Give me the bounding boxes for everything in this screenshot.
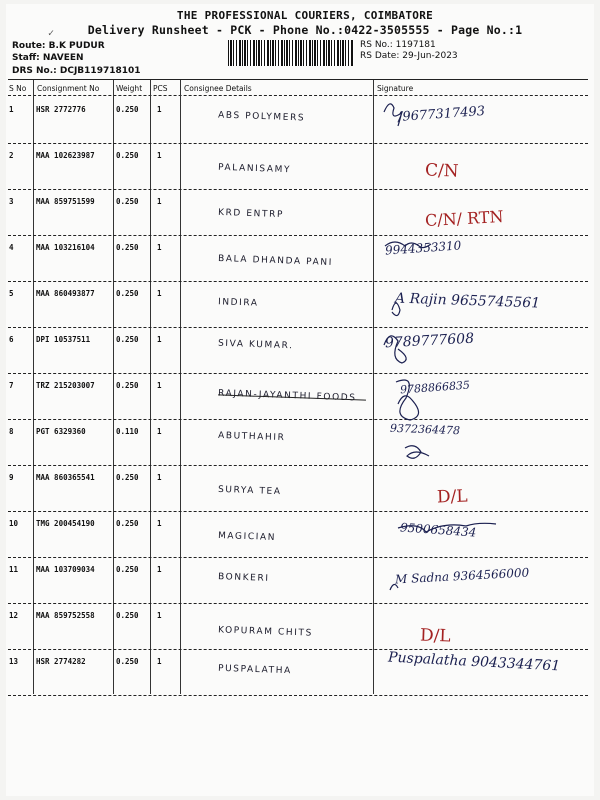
row-pcs: 1	[157, 105, 162, 114]
row-consignee: BONKERI	[217, 572, 270, 584]
row-consignment-no: TRZ 215203007	[36, 381, 95, 390]
row-pcs: 1	[157, 289, 162, 298]
row-consignee: KRD ENTRP	[217, 207, 285, 221]
row-separator	[8, 327, 588, 328]
row-separator	[8, 373, 588, 374]
row-weight: 0.250	[116, 289, 139, 298]
column-divider	[113, 80, 114, 694]
row-consignment-no: MAA 103216104	[36, 243, 95, 252]
row-consignee: PALANISAMY	[217, 162, 292, 176]
row-sno: 2	[9, 151, 14, 160]
row-consignee: BALA DHANDA PANI	[217, 253, 334, 269]
row-pcs: 1	[157, 335, 162, 344]
table-top-rule	[8, 79, 588, 80]
row-weight: 0.250	[116, 473, 139, 482]
row-consignment-no: DPI 10537511	[36, 335, 91, 344]
row-sno: 8	[9, 427, 14, 436]
staff-label: Staff: NAVEEN	[12, 53, 84, 63]
row-sno: 7	[9, 381, 14, 390]
row-separator	[8, 465, 588, 466]
row-weight: 0.110	[116, 427, 139, 436]
row-consignment-no: HSR 2772776	[36, 105, 86, 114]
table-header-rule	[8, 95, 588, 96]
row-separator	[8, 557, 588, 558]
col-pcs: PCS	[153, 84, 168, 93]
row-consignee: INDIRA	[217, 297, 259, 309]
row-separator	[8, 603, 588, 604]
row-consignment-no: MAA 860365541	[36, 473, 95, 482]
row-signature: D/L	[419, 625, 451, 647]
row-signature: C/N/ RTN	[424, 206, 504, 231]
column-divider	[373, 80, 374, 694]
row-weight: 0.250	[116, 243, 139, 252]
row-signature: D/L	[436, 486, 468, 508]
row-consignee: MAGICIAN	[217, 530, 277, 544]
col-consignment: Consignment No	[37, 84, 100, 93]
column-divider	[180, 80, 181, 694]
row-signature: Puspalatha 9043344761	[387, 649, 561, 675]
row-separator	[8, 695, 588, 696]
row-pcs: 1	[157, 151, 162, 160]
row-sno: 1	[9, 105, 14, 114]
row-sno: 13	[9, 657, 19, 666]
row-weight: 0.250	[116, 519, 139, 528]
row-signature: C/N	[424, 160, 459, 182]
row-consignee: ABUTHAHIR	[217, 430, 286, 444]
row-sno: 12	[9, 611, 19, 620]
row-pcs: 1	[157, 381, 162, 390]
row-weight: 0.250	[116, 151, 139, 160]
row-pcs: 1	[157, 657, 162, 666]
row-sno: 4	[9, 243, 14, 252]
barcode	[228, 40, 354, 66]
row-consignment-no: PGT 6329360	[36, 427, 86, 436]
row-signature: 9788866835	[399, 378, 471, 397]
col-weight: Weight	[116, 84, 143, 93]
rs-date: RS Date: 29-Jun-2023	[360, 51, 458, 61]
row-sno: 10	[9, 519, 19, 528]
row-consignee: PUSPALATHA	[217, 663, 292, 677]
row-pcs: 1	[157, 473, 162, 482]
row-sno: 3	[9, 197, 14, 206]
row-signature: 9944353310	[384, 238, 462, 258]
row-weight: 0.250	[116, 381, 139, 390]
row-pcs: 1	[157, 243, 162, 252]
col-signature: Signature	[377, 84, 414, 93]
row-weight: 0.250	[116, 657, 139, 666]
row-separator	[8, 235, 588, 236]
column-divider	[33, 80, 34, 694]
row-pcs: 1	[157, 197, 162, 206]
row-pcs: 1	[157, 519, 162, 528]
route-label: Route: B.K PUDUR	[12, 41, 105, 51]
row-consignment-no: MAA 859752558	[36, 611, 95, 620]
row-consignment-no: MAA 102623987	[36, 151, 95, 160]
row-consignment-no: MAA 103709034	[36, 565, 95, 574]
row-consignment-no: MAA 859751599	[36, 197, 95, 206]
row-sno: 11	[9, 565, 19, 574]
row-consignee: KOPURAM CHITS	[217, 625, 314, 639]
row-consignee: SIVA KUMAR.	[217, 338, 294, 352]
column-divider	[150, 80, 151, 694]
row-consignee: SURYA TEA	[217, 484, 282, 498]
row-signature: 9500658434	[399, 520, 477, 540]
row-separator	[8, 419, 588, 420]
col-consignee: Consignee Details	[184, 84, 252, 93]
row-pcs: 1	[157, 611, 162, 620]
row-consignment-no: MAA 860493877	[36, 289, 95, 298]
row-signature: M Sadna 9364566000	[394, 565, 530, 587]
row-separator	[8, 189, 588, 190]
row-weight: 0.250	[116, 335, 139, 344]
row-consignee: RAJAN-JAYANTHI FOODS	[217, 388, 357, 404]
row-sno: 9	[9, 473, 14, 482]
row-weight: 0.250	[116, 611, 139, 620]
rs-number: RS No.: 1197181	[360, 40, 436, 50]
row-sno: 5	[9, 289, 14, 298]
pen-mark: ✓	[48, 28, 55, 39]
row-pcs: 1	[157, 565, 162, 574]
col-sno: S No	[9, 84, 27, 93]
row-weight: 0.250	[116, 197, 139, 206]
row-signature: 9789777608	[384, 330, 475, 352]
row-pcs: 1	[157, 427, 162, 436]
row-separator	[8, 281, 588, 282]
runsheet-subtitle: Delivery Runsheet - PCK - Phone No.:0422-3505555 - Page No.:1	[87, 23, 523, 37]
row-consignee: ABS POLYMERS	[217, 110, 306, 124]
row-signature: /9677317493	[397, 103, 486, 126]
row-signature: 9372364478	[389, 421, 461, 438]
row-weight: 0.250	[116, 565, 139, 574]
drs-number: DRS No.: DCJB119718101	[12, 66, 141, 76]
row-sno: 6	[9, 335, 14, 344]
row-consignment-no: TMG 200454190	[36, 519, 95, 528]
row-separator	[8, 511, 588, 512]
row-consignment-no: HSR 2774282	[36, 657, 86, 666]
row-separator	[8, 143, 588, 144]
row-weight: 0.250	[116, 105, 139, 114]
row-separator	[8, 649, 588, 650]
row-signature: A Rajin 9655745561	[394, 290, 541, 312]
company-title: THE PROFESSIONAL COURIERS, COIMBATORE	[176, 9, 434, 22]
